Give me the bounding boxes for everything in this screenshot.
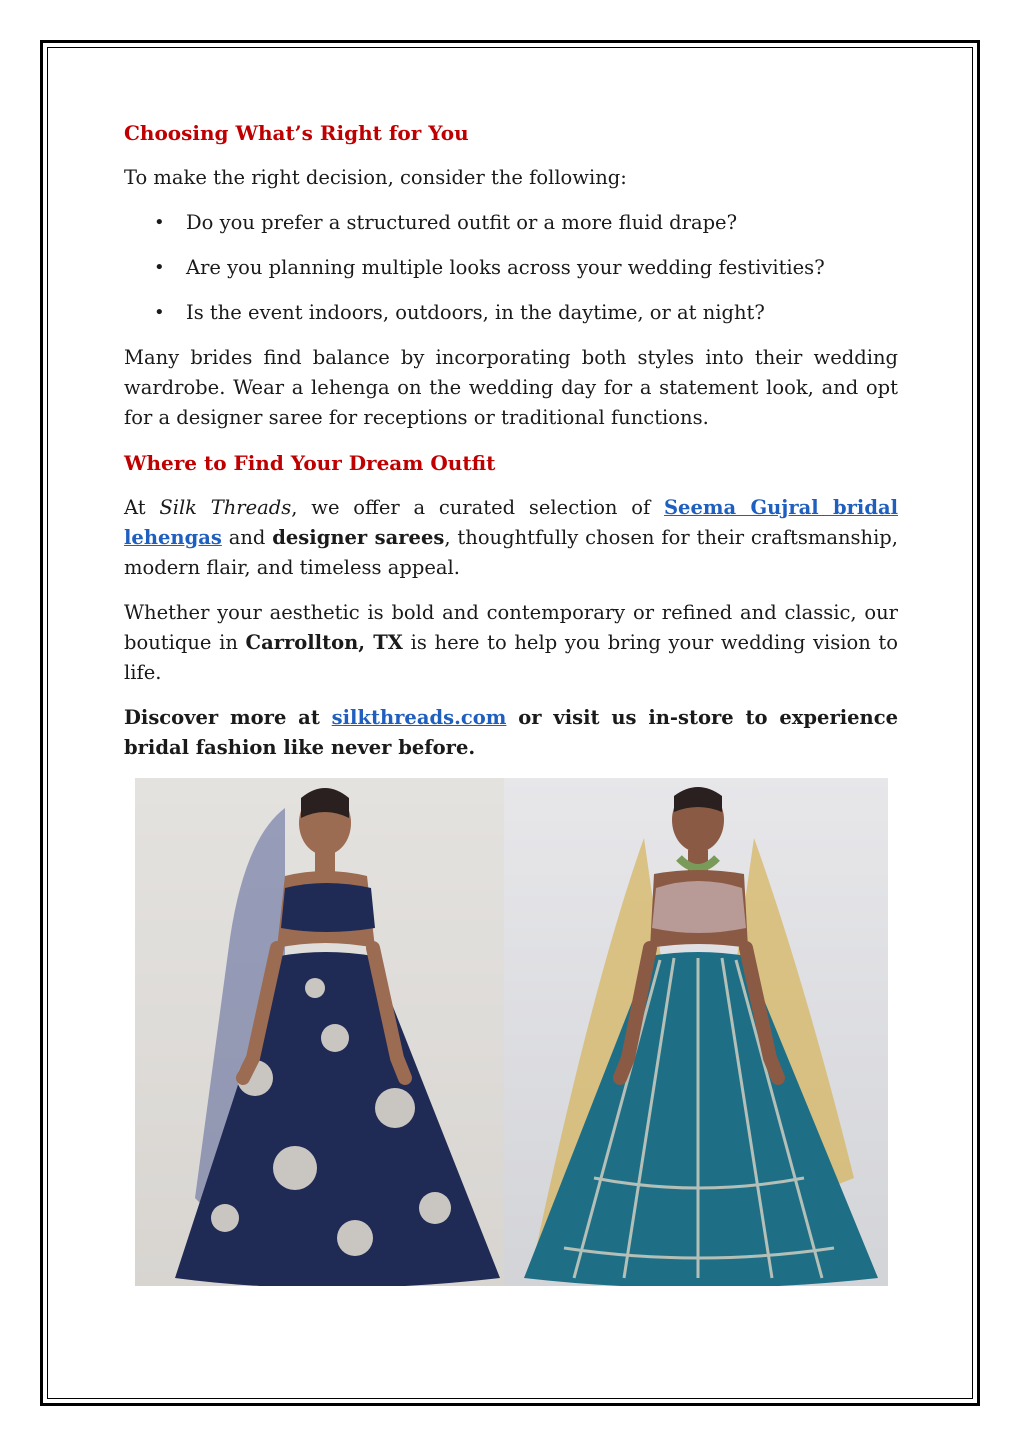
list-item: • Is the event indoors, outdoors, in the daytime, or at night? bbox=[124, 298, 898, 328]
designer-sarees-text: designer sarees bbox=[272, 526, 445, 549]
brand-name: Silk Threads bbox=[159, 496, 292, 519]
teal-lehenga-photo bbox=[504, 778, 888, 1286]
teal-lehenga-illustration bbox=[504, 778, 888, 1286]
list-item: • Are you planning multiple looks across your wedding festivities? bbox=[124, 253, 898, 283]
document-body bbox=[124, 118, 898, 763]
navy-lehenga-illustration bbox=[135, 778, 504, 1286]
seema-gujral-link[interactable]: Seema Gujral bridal lehengas bbox=[124, 496, 899, 549]
offer-paragraph: At Silk Threads, we offer a curated selection of Seema Gujral bridal lehengas and designer sarees, thoughtfully chosen for their craftsmanship, modern flair, and timeless appeal. bbox=[124, 496, 899, 579]
discover-paragraph: Discover more at silkthreads.com or visit us in-store to experience bridal fashion like never before. bbox=[124, 706, 898, 759]
section-heading-where: Where to Find Your Dream Outfit bbox=[124, 451, 496, 475]
navy-lehenga-photo bbox=[135, 778, 504, 1286]
intro-text: To make the right decision, consider the following: bbox=[124, 166, 627, 189]
section-heading-choosing: Choosing What’s Right for You bbox=[124, 121, 469, 145]
list-item: • Do you prefer a structured outfit or a more fluid drape? bbox=[124, 208, 898, 238]
location-text: Carrollton, TX bbox=[245, 631, 403, 654]
balance-paragraph: Many brides find balance by incorporating both styles into their wedding wardrobe. Wear a lehenga on the wedding day for a statement look, and opt for a designer saree for receptions or traditional functions. bbox=[124, 346, 898, 429]
consideration-list bbox=[124, 208, 898, 328]
lehenga-photos bbox=[135, 778, 888, 1286]
boutique-paragraph: Whether your aesthetic is bold and contemporary or refined and classic, our boutique in Carrollton, TX is here to help you bring your wedding vision to life. bbox=[124, 601, 898, 684]
silkthreads-link[interactable]: silkthreads.com bbox=[331, 706, 507, 729]
